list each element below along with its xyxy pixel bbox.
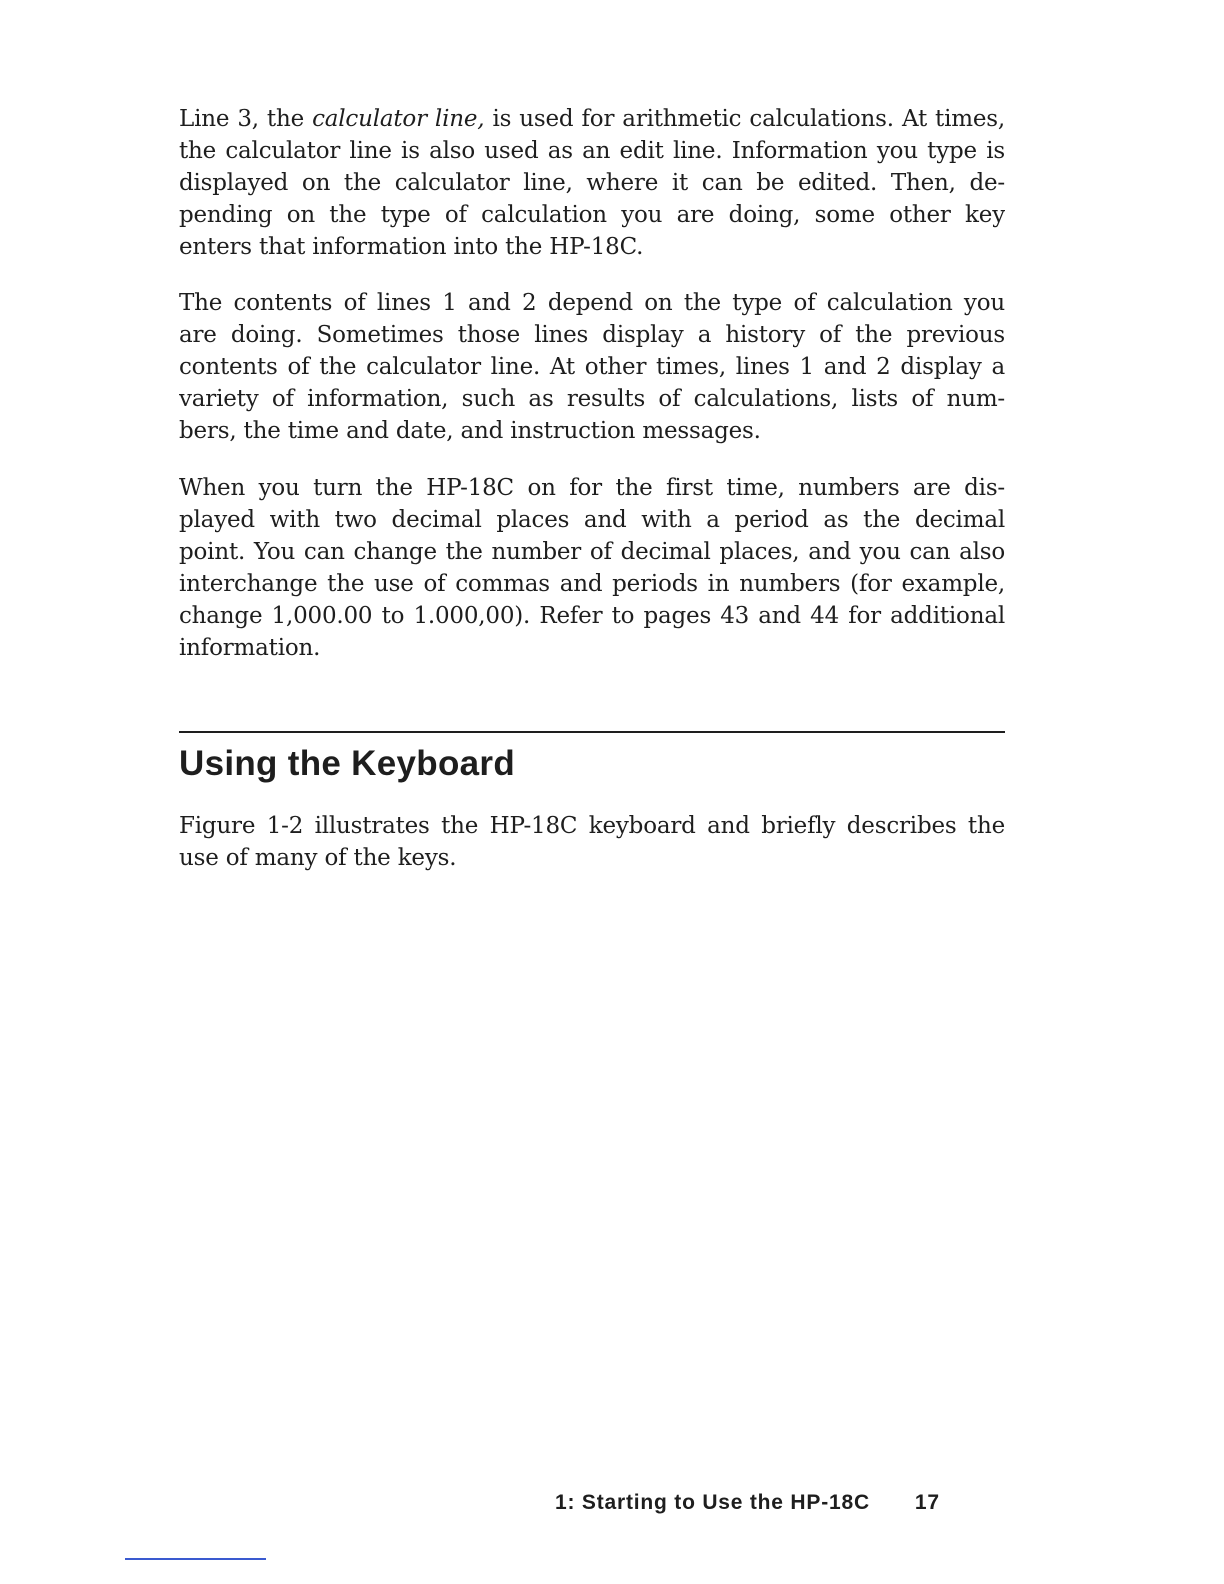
text-line: change 1,000.00 to 1.000,00). Refer to pages 43 and 44 for additional (179, 603, 1005, 629)
paragraph-decimal-places (179, 472, 1005, 664)
text-line: Figure 1-2 illustrates the HP-18C keyboard and briefly describes the (179, 813, 1005, 839)
text-line: The contents of lines 1 and 2 depend on the type of calculation you (179, 290, 1005, 316)
text-line: contents of the calculator line. At other times, lines 1 and 2 display a (179, 354, 1005, 380)
text-line: Line 3, the calculator line, is used for arithmetic calculations. At times, (179, 106, 1005, 132)
text-line: When you turn the HP-18C on for the first time, numbers are dis- (179, 475, 1005, 501)
text-line: the calculator line is also used as an edit line. Information you type is (179, 138, 1005, 164)
section-heading: Using the Keyboard (179, 744, 516, 783)
text-line: point. You can change the number of decimal places, and you can also (179, 539, 1005, 565)
text-line: pending on the type of calculation you are doing, some other key (179, 202, 1005, 228)
section-divider (179, 731, 1005, 733)
text-line: use of many of the keys. (179, 845, 457, 871)
paragraph-calculator-line (179, 103, 1005, 263)
scan-artifact-line (125, 1558, 266, 1560)
paragraph-lines-1-and-2 (179, 287, 1005, 447)
term-calculator-line: calculator line, (312, 106, 485, 132)
paragraph-figure-reference (179, 810, 1005, 874)
text-line: interchange the use of commas and periods in numbers (for example, (179, 571, 1005, 597)
page-footer (555, 1488, 940, 1518)
text-line: bers, the time and date, and instruction messages. (179, 418, 761, 444)
text-line: variety of information, such as results of calculations, lists of num- (179, 386, 1005, 412)
text-line: information. (179, 635, 321, 661)
text-line: displayed on the calculator line, where it can be edited. Then, de- (179, 170, 1005, 196)
text-line: played with two decimal places and with a period as the decimal (179, 507, 1005, 533)
footer-chapter-title: 1: Starting to Use the HP-18C (555, 1491, 870, 1514)
text-line: are doing. Sometimes those lines display a history of the previous (179, 322, 1005, 348)
text-line: enters that information into the HP-18C. (179, 234, 644, 260)
page-number: 17 (914, 1491, 940, 1514)
